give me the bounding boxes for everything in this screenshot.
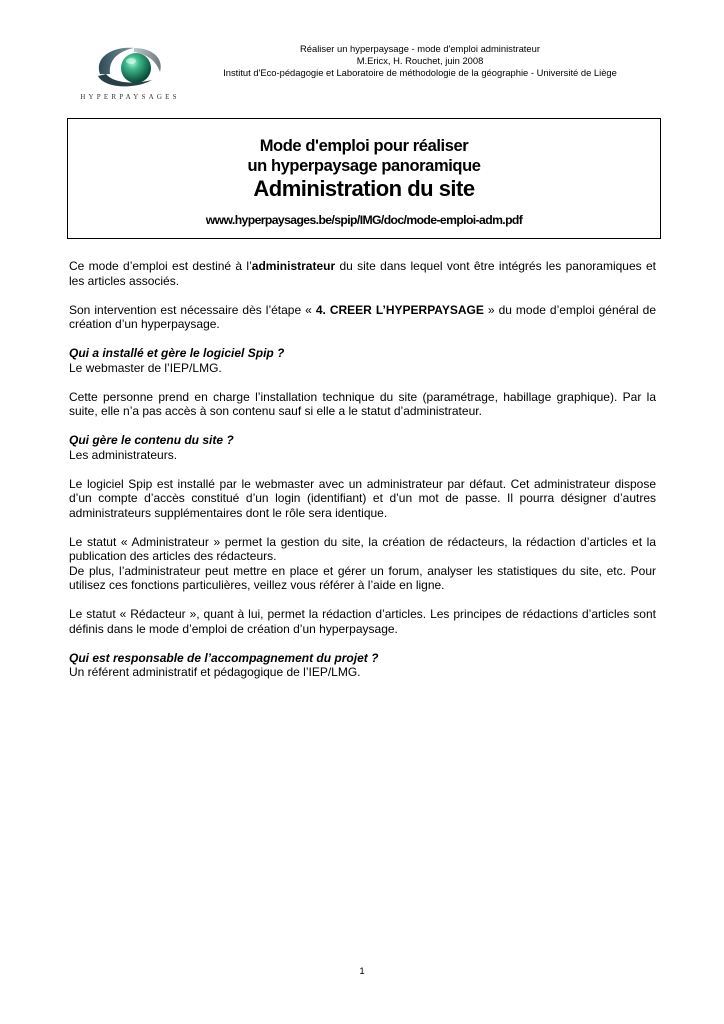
main-title: Administration du site bbox=[253, 176, 475, 201]
paragraph: Le statut « Administrateur » permet la gestion du site, la création de rédacteurs, la rédaction d’articles et la publication des articles des rédacteurs. bbox=[69, 534, 656, 563]
paragraph: Son intervention est nécessaire dès l’étape « 4. CREER L’HYPERPAYSAGE » du mode d’emploi général de création d’un hyperpaysage. bbox=[69, 302, 657, 331]
title-box bbox=[67, 118, 661, 239]
answer: Un référent administratif et pédagogique de l’IEP/LMG. bbox=[69, 665, 361, 679]
hyperpaysages-logo bbox=[78, 44, 182, 106]
page-number: 1 bbox=[359, 966, 365, 977]
header-line: Réaliser un hyperpaysage - mode d'emploi administrateur bbox=[300, 43, 540, 54]
paragraph: De plus, l’administrateur peut mettre en place et gérer un forum, analyser les statistiques du site, etc. Pour utilisez ces fonctions particulières, veillez vous référer à l’aide en ligne. bbox=[69, 563, 656, 592]
answer: Les administrateurs. bbox=[69, 447, 178, 462]
title-line-2: un hyperpaysage panoramique bbox=[247, 157, 481, 175]
globe-logo-icon bbox=[90, 44, 170, 90]
answer: Le webmaster de l’IEP/LMG. bbox=[69, 360, 222, 375]
title-line-1: Mode d'emploi pour réaliser bbox=[259, 137, 469, 155]
paragraph: Cette personne prend en charge l’installation technique du site (paramétrage, habillage graphique). Par la suite, elle n’a pas accès à son contenu sauf si elle a le statut d’administrateur. bbox=[69, 389, 656, 418]
header-institution: Institut d'Eco-pédagogie et Laboratoire de méthodologie de la géographie - Université de Liège bbox=[223, 67, 617, 78]
paragraph: Le statut « Rédacteur », quant à lui, permet la rédaction d’articles. Les principes de rédactions d’articles sont définis dans le mode d’emploi de création d’un hyperpaysage. bbox=[69, 607, 656, 636]
document-url: www.hyperpaysages.be/spip/IMG/doc/mode-emploi-adm.pdf bbox=[205, 213, 523, 227]
question-heading: Qui gère le contenu du site ? bbox=[69, 433, 234, 447]
question-heading: Qui a installé et gère le logiciel Spip ? bbox=[69, 346, 285, 360]
logo-text: HYPERPAYSAGES bbox=[80, 93, 180, 101]
paragraph: Ce mode d’emploi est destiné à l’administrateur du site dans lequel vont être intégrés les panoramiques et les articles associés. bbox=[69, 259, 656, 288]
document-header bbox=[190, 43, 650, 79]
paragraph: Le logiciel Spip est installé par le webmaster avec un administrateur par défaut. Cet administrateur dispose d’un compte d’accès constitué d’un login (identifiant) et d’un mot de passe. Il pourra désigner d’autres administrateurs supplémentaires dont le rôle sera identique. bbox=[69, 476, 656, 520]
header-authors: M.Ericx, H. Rouchet, juin 2008 bbox=[356, 55, 484, 66]
document-body bbox=[69, 259, 656, 694]
question-heading: Qui est responsable de l’accompagnement du projet ? bbox=[69, 650, 379, 665]
